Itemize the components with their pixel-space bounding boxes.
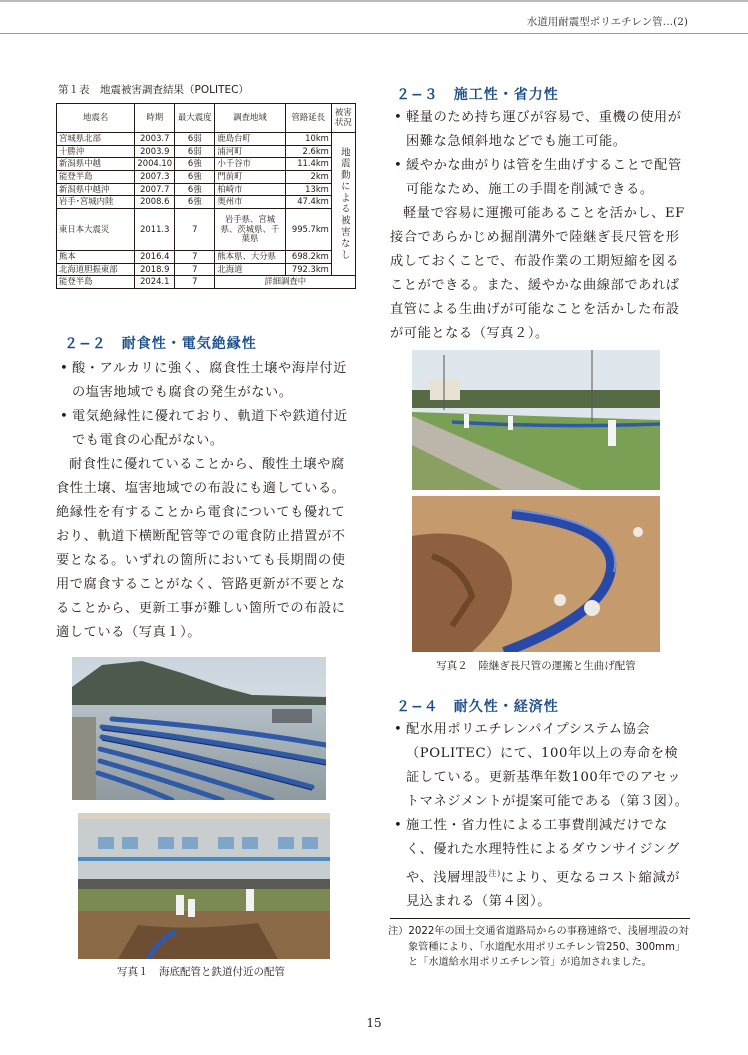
cell-length: 10km [285, 133, 331, 146]
top-rule [0, 0, 748, 2]
seabed-piping-image [72, 657, 326, 800]
photo1-caption: 写真１ 海底配管と鉄道付近の配管 [117, 966, 285, 978]
cell-date: 2011.3 [135, 208, 175, 250]
section-2-3-heading: ２−３ 施工性・省力性 [396, 87, 559, 103]
footnote: 注）2022年の国土交通省道路局からの事務連絡で、浅層埋設の対象管種により、「水道配水用ポリエチレン管250、300mm」と「水道給水用ポリエチレン管」が追加されました。 [388, 926, 689, 968]
cell-quake-name: 新潟県中越 [57, 158, 135, 171]
cell-intensity: 6強 [175, 170, 215, 183]
header-length: 管路延長 [285, 104, 331, 133]
table-row [57, 145, 356, 158]
cell-intensity: 6強 [175, 158, 215, 171]
photo-pipe-transport [412, 350, 660, 490]
cell-region: 柏崎市 [215, 183, 285, 196]
cell-region: 岩手県、宮城県、茨城県、千葉県 [215, 208, 285, 250]
cell-intensity: 7 [175, 276, 215, 289]
table-row [57, 208, 356, 250]
cell-intensity: 7 [175, 263, 215, 276]
header-date: 時期 [135, 104, 175, 133]
cell-date: 2018.9 [135, 263, 175, 276]
cell-quake-name: 岩手･宮城内陸 [57, 196, 135, 209]
cell-date: 2003.7 [135, 133, 175, 146]
cell-length: 47.4km [285, 196, 331, 209]
footnote-divider [390, 918, 690, 919]
cell-region: 奥州市 [215, 196, 285, 209]
cell-quake-name: 北海道胆振東部 [57, 263, 135, 276]
photo2-caption: 写真２ 陸継ぎ長尺管の運搬と生曲げ配管 [436, 660, 636, 672]
cell-length: 792.3km [285, 263, 331, 276]
cell-date: 2016.4 [135, 250, 175, 263]
cell-date: 2024.1 [135, 276, 175, 289]
cell-quake-name: 能登半島 [57, 276, 135, 289]
table-row [57, 170, 356, 183]
header-quake-name: 地震名 [57, 104, 135, 133]
cell-date: 2003.9 [135, 145, 175, 158]
cell-date: 2007.7 [135, 183, 175, 196]
table-row [57, 133, 356, 146]
cell-quake-name: 熊本 [57, 250, 135, 263]
cell-date: 2008.6 [135, 196, 175, 209]
cell-quake-name: 東日本大震災 [57, 208, 135, 250]
table-row [57, 250, 356, 263]
photo-seabed-piping [72, 657, 326, 800]
bullet-text: 施工性・省力性による工事費削減だけでなく、優れた水理特性によるダウンサイジングや、浅層埋設 [406, 818, 680, 886]
cell-intensity: 6強 [175, 196, 215, 209]
cell-region: 熊本県、大分県 [215, 250, 285, 263]
paragraph: 耐食性に優れていることから、酸性土壌や腐食性土壌、塩害地域での布設にも適している。絶縁性を有することから電食についても優れており、軌道下横断配管等での電食防止措置が不要となる。いずれの箇所においても長期間の使用で腐食することがなく、管路更新が不要となることから、更新工事が難しい箇所での布設に適している（写真１）。 [56, 457, 346, 640]
cell-date: 2007.3 [135, 170, 175, 183]
cell-length: 11.4km [285, 158, 331, 171]
header-divider [0, 33, 748, 34]
railway-piping-image [78, 813, 330, 959]
bullet-item: • 緩やかな曲がりは管を生曲げすることで配管可能なため、施工の手間を削減できる。 [390, 154, 692, 202]
bullet-item: • 酸・アルカリに強く、腐食性土壌や海岸付近の塩害地域でも腐食の発生がない。 [56, 357, 358, 405]
footnote-marker: 注) [488, 869, 501, 878]
cell-intensity: 6強 [175, 183, 215, 196]
photo-pipe-bending [412, 496, 660, 652]
table-row [57, 276, 356, 289]
earthquake-damage-table [56, 103, 356, 289]
cell-investigation-note: 詳細調査中 [215, 276, 356, 289]
bullet-item: • 配水用ポリエチレンパイプシステム協会（POLITEC）にて、100年以上の寿命を検証している。更新基準年数100年でのアセットマネジメントが提案可能である（第３図）。 [390, 718, 692, 814]
bullet-text: により、更なるコスト縮減が見込まれる（第４図）。 [406, 870, 681, 910]
header-damage: 被害状況 [331, 104, 355, 133]
photo-railway-piping [78, 813, 330, 959]
cell-region: 浦河町 [215, 145, 285, 158]
cell-intensity: 7 [175, 250, 215, 263]
header-region: 調査地域 [215, 104, 285, 133]
cell-date: 2004.10 [135, 158, 175, 171]
cell-length: 13km [285, 183, 331, 196]
table-row [57, 263, 356, 276]
section-2-2-heading: ２−２ 耐食性・電気絶縁性 [64, 336, 257, 352]
cell-damage-status: 地震動による被害なし [331, 133, 355, 276]
section-2-2-body [56, 357, 358, 645]
bullet-item: • 電気絶縁性に優れており、軌道下や鉄道付近でも電食の心配がない。 [56, 405, 358, 453]
header-intensity: 最大震度 [175, 104, 215, 133]
paragraph: 軽量で容易に運搬可能あることを活かし、EF接合であらかじめ掘削溝外で陸継ぎ長尺管を形成しておくことで、布設作業の工期短縮を図ることができる。また、緩やかな曲線部であれば直管による生曲げが可能なことを活かした布設が可能となる（写真２）。 [390, 206, 685, 341]
table-row [57, 196, 356, 209]
cell-length: 2km [285, 170, 331, 183]
running-title: 水道用耐震型ポリエチレン管…(2) [526, 16, 688, 28]
table-row [57, 183, 356, 196]
cell-quake-name: 宮城県北部 [57, 133, 135, 146]
bullet-item [390, 814, 692, 914]
cell-intensity: 6弱 [175, 145, 215, 158]
cell-quake-name: 新潟県中越沖 [57, 183, 135, 196]
cell-length: 2.6km [285, 145, 331, 158]
section-2-4-body [390, 718, 692, 914]
cell-region: 鹿島台町 [215, 133, 285, 146]
cell-length: 698.2km [285, 250, 331, 263]
cell-quake-name: 十勝沖 [57, 145, 135, 158]
page-number: 15 [366, 1016, 382, 1030]
cell-region: 北海道 [215, 263, 285, 276]
cell-region: 門前町 [215, 170, 285, 183]
cell-region: 小千谷市 [215, 158, 285, 171]
pipe-bending-image [412, 496, 660, 652]
cell-intensity: 7 [175, 208, 215, 250]
table-row [57, 158, 356, 171]
pipe-transport-image [412, 350, 660, 490]
cell-quake-name: 能登半島 [57, 170, 135, 183]
section-2-3-body [390, 106, 692, 346]
table-caption: 第１表 地震被害調査結果（POLITEC） [58, 84, 249, 96]
bullet-item: • 軽量のため持ち運びが容易で、重機の使用が困難な急傾斜地などでも施工可能。 [390, 106, 692, 154]
cell-length: 995.7km [285, 208, 331, 250]
section-2-4-heading: ２−４ 耐久性・経済性 [396, 699, 559, 715]
cell-intensity: 6弱 [175, 133, 215, 146]
